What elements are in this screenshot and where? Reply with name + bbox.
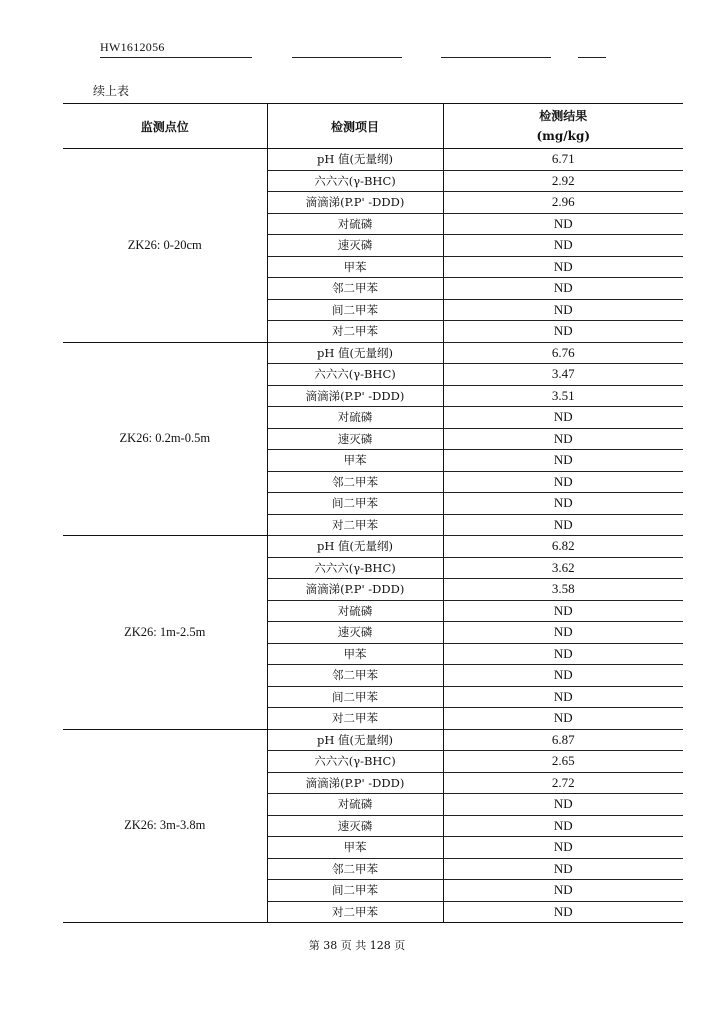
test-result: 2.65 [443, 751, 683, 773]
test-item: 六六六(γ-BHC) [267, 364, 443, 386]
test-item: 速灭磷 [267, 622, 443, 644]
monitoring-location: ZK26: 0.2m-0.5m [63, 342, 267, 536]
continued-label: 续上表 [93, 84, 130, 98]
test-result: ND [443, 815, 683, 837]
test-result: 6.76 [443, 342, 683, 364]
test-result: 6.82 [443, 536, 683, 558]
test-result: ND [443, 321, 683, 343]
test-item: 间二甲苯 [267, 880, 443, 902]
table-row [63, 149, 683, 171]
table-row [63, 536, 683, 558]
test-item: 邻二甲苯 [267, 471, 443, 493]
test-result: ND [443, 428, 683, 450]
test-result: ND [443, 235, 683, 257]
test-result: 3.62 [443, 557, 683, 579]
test-item: 滴滴涕(P.P' -DDD) [267, 385, 443, 407]
test-item: 滴滴涕(P.P' -DDD) [267, 579, 443, 601]
test-item: 速灭磷 [267, 428, 443, 450]
test-result: 6.71 [443, 149, 683, 171]
test-result: ND [443, 880, 683, 902]
test-result: ND [443, 514, 683, 536]
test-result: ND [443, 256, 683, 278]
test-item: 邻二甲苯 [267, 665, 443, 687]
test-result: ND [443, 299, 683, 321]
header-result-unit: (mg/kg) [536, 129, 591, 143]
table-row [63, 729, 683, 751]
test-result: ND [443, 665, 683, 687]
test-result: ND [443, 708, 683, 730]
table-header-row [63, 104, 683, 149]
test-item: 甲苯 [267, 643, 443, 665]
test-result: ND [443, 407, 683, 429]
header-result [443, 104, 683, 149]
test-result: ND [443, 794, 683, 816]
header-rule [441, 57, 551, 58]
test-result: ND [443, 643, 683, 665]
test-result: 2.96 [443, 192, 683, 214]
test-item: 六六六(γ-BHC) [267, 170, 443, 192]
test-item: 邻二甲苯 [267, 858, 443, 880]
results-table [63, 103, 683, 923]
test-item: 对二甲苯 [267, 514, 443, 536]
report-code: HW1612056 [100, 40, 165, 54]
monitoring-location: ZK26: 0-20cm [63, 149, 267, 343]
test-item: 对二甲苯 [267, 901, 443, 923]
test-item: pH 值(无量纲) [267, 536, 443, 558]
page-number: 第 38 页 共 128 页 [308, 939, 406, 952]
monitoring-location: ZK26: 3m-3.8m [63, 729, 267, 923]
test-item: 对硫磷 [267, 407, 443, 429]
table-row [63, 342, 683, 364]
test-item: 间二甲苯 [267, 299, 443, 321]
test-item: pH 值(无量纲) [267, 729, 443, 751]
table-body [63, 149, 683, 923]
test-item: pH 值(无量纲) [267, 342, 443, 364]
test-item: 对硫磷 [267, 600, 443, 622]
test-item: 对二甲苯 [267, 708, 443, 730]
test-result: ND [443, 278, 683, 300]
test-item: 间二甲苯 [267, 686, 443, 708]
test-result: ND [443, 837, 683, 859]
test-result: 6.87 [443, 729, 683, 751]
test-item: 甲苯 [267, 256, 443, 278]
test-item: 对硫磷 [267, 213, 443, 235]
test-result: ND [443, 622, 683, 644]
test-item: 甲苯 [267, 837, 443, 859]
header-result-title: 检测结果 [539, 109, 588, 123]
test-result: ND [443, 600, 683, 622]
test-result: 3.47 [443, 364, 683, 386]
header-rule [100, 57, 252, 58]
test-result: 2.72 [443, 772, 683, 794]
header-rule [292, 57, 402, 58]
test-item: 对二甲苯 [267, 321, 443, 343]
test-item: pH 值(无量纲) [267, 149, 443, 171]
test-item: 甲苯 [267, 450, 443, 472]
test-result: ND [443, 213, 683, 235]
test-result: ND [443, 471, 683, 493]
test-item: 速灭磷 [267, 815, 443, 837]
header-rule [578, 57, 606, 58]
test-result: 3.51 [443, 385, 683, 407]
test-result: ND [443, 450, 683, 472]
test-result: 3.58 [443, 579, 683, 601]
test-result: ND [443, 686, 683, 708]
test-item: 六六六(γ-BHC) [267, 557, 443, 579]
test-item: 对硫磷 [267, 794, 443, 816]
test-item: 滴滴涕(P.P' -DDD) [267, 192, 443, 214]
test-result: 2.92 [443, 170, 683, 192]
test-item: 滴滴涕(P.P' -DDD) [267, 772, 443, 794]
test-result: ND [443, 901, 683, 923]
header-item: 检测项目 [267, 104, 443, 149]
test-item: 间二甲苯 [267, 493, 443, 515]
header-location: 监测点位 [63, 104, 267, 149]
monitoring-location: ZK26: 1m-2.5m [63, 536, 267, 730]
test-item: 邻二甲苯 [267, 278, 443, 300]
test-item: 六六六(γ-BHC) [267, 751, 443, 773]
test-result: ND [443, 858, 683, 880]
test-result: ND [443, 493, 683, 515]
test-item: 速灭磷 [267, 235, 443, 257]
